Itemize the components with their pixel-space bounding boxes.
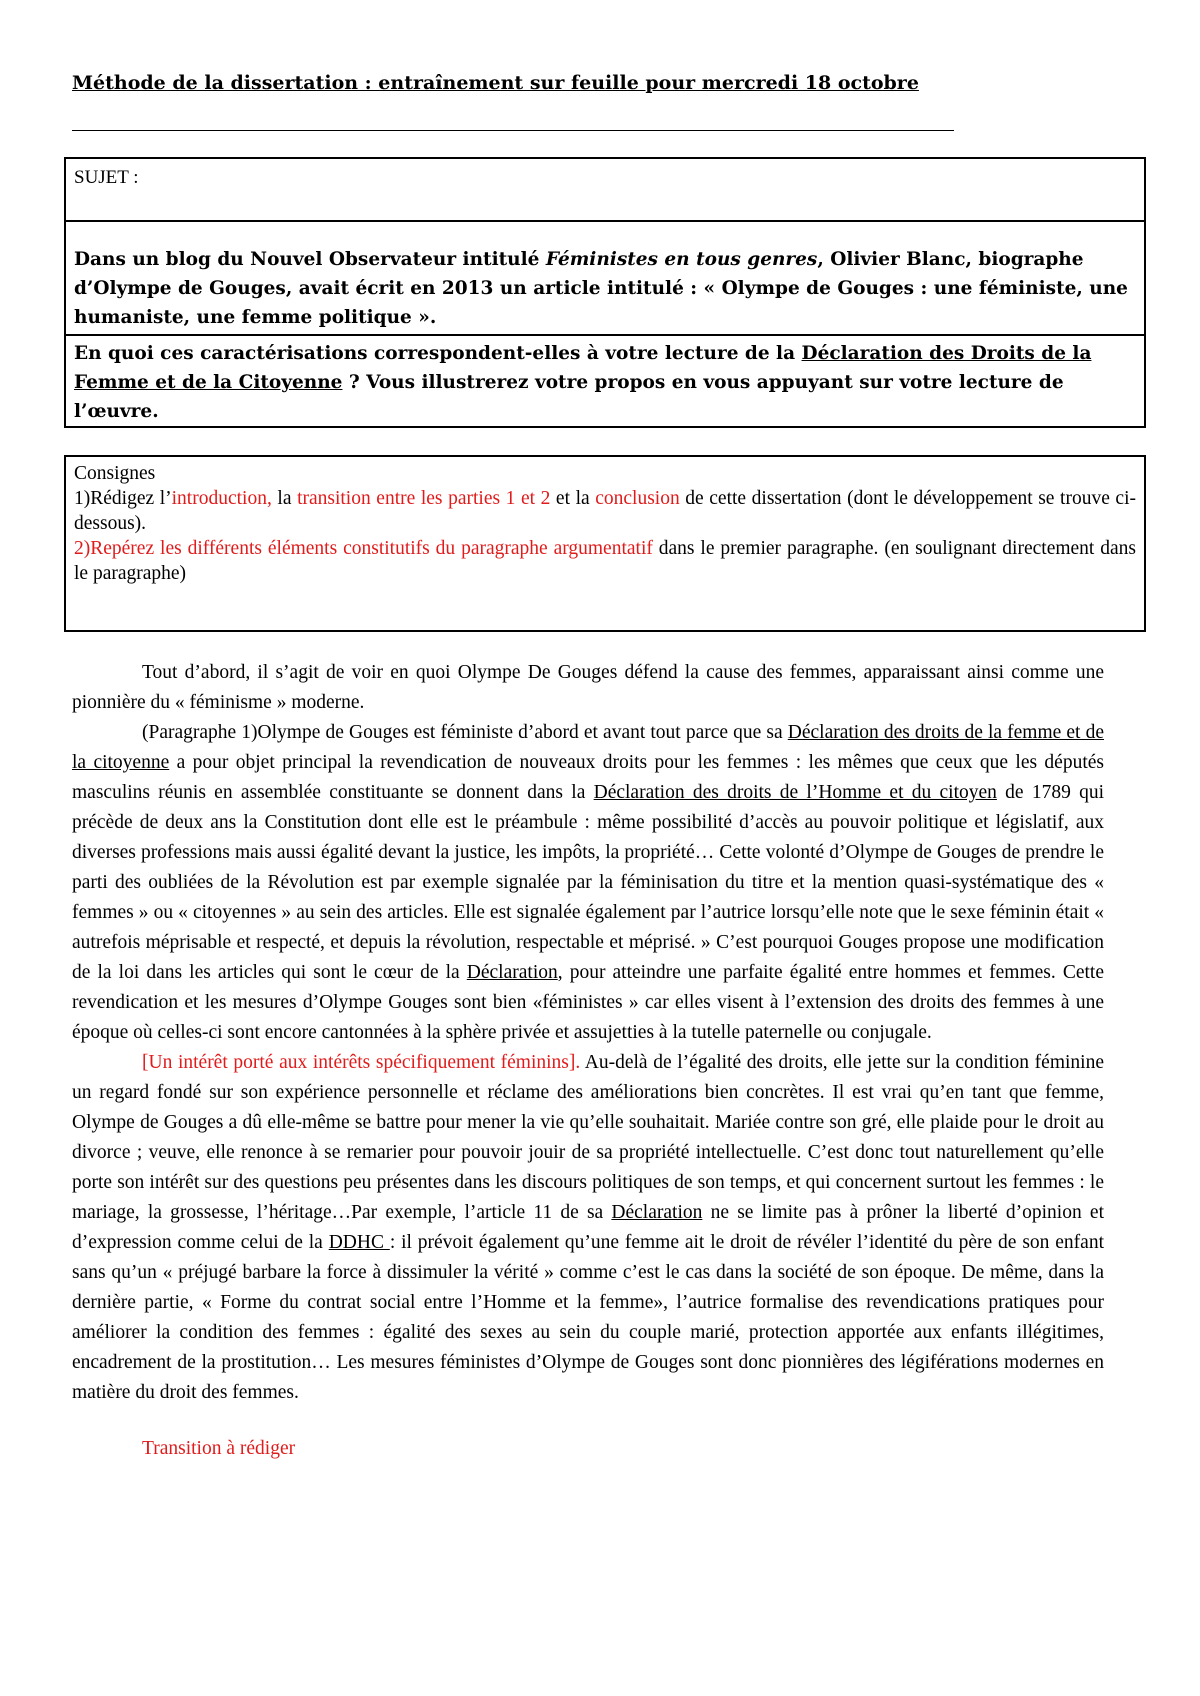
paragraph-1 [72,718,1104,1048]
underlined-title: Déclaration des droits de l’Homme et du citoyen [593,782,997,803]
subject-question-text: En quoi ces caractérisations correspondent-elles à votre lecture de la [74,343,802,364]
instruction-text: et la [550,488,596,509]
underlined-title: DDHC [328,1232,390,1253]
instruction-highlight: introduction, [171,488,272,509]
paragraph-2 [72,1048,1104,1408]
paragraph-text: , pour atteindre une parfaite égalité entre hommes et femmes. Cette revendication et les mesures d’Olympe Gouges sont bien «féministes » car elles visent à l’extension des droits des femmes à une époque où celles-ci sont encore cantonnées à la sphère privée et assujetties à la tutelle paternelle ou conjugale. [72,962,1104,1043]
subject-context [74,245,1136,332]
subject-context-cell [66,222,1144,336]
paragraph-text: a pour objet principal la revendication de nouveaux droits pour les femmes : les mêmes que ceux que les députés masculins réunis en assemblée constituante se donnent dans la [72,752,1105,803]
subject-context-text: Dans un blog du Nouvel Observateur intitulé [74,249,546,270]
instructions-title: Consignes [74,463,156,484]
blog-title: Féministes en tous genres [545,249,818,270]
subject-context-text: , Olivier Blanc, biographe d’Olympe de Gouges, avait écrit en 2013 un article intitulé : « Olympe de Gouges : une féministe, une humaniste, une femme politique ». [74,249,1128,328]
instructions-content [74,461,1136,586]
subject-label-cell [66,159,1144,222]
instruction-text: 1)Rédigez l’ [74,488,172,509]
page-heading: Méthode de la dissertation : entraînement sur feuille pour mercredi 18 octobre [72,72,919,94]
instruction-text: de cette dissertation (dont le développement se trouve ci-dessous). [74,488,1136,534]
paragraph-text: : il prévoit également qu’une femme ait le droit de révéler l’identité du père de son enfant sans qu’un « préjugé barbare la force à dissimuler la vérité » comme c’est le cas dans la société de son époque. De même, dans la dernière partie, « Forme du contrat social entre l’Homme et la femme», l’autrice formalise des revendications pratiques pour améliorer la condition des femmes : égalité des sexes au sein du couple marié, protection apportée aux enfants illégitimes, encadrement de la prostitution… Les mesures féministes d’Olympe de Gouges sont donc pionnières des légiférations modernes en matière du droit des femmes. [72,1232,1104,1403]
subject-label: SUJET : [74,167,139,188]
dissertation-body [72,658,1104,1464]
subject-question-text: ? Vous illustrerez votre propos en vous appuyant sur votre lecture de l’œuvre. [74,372,1064,422]
intro-paragraph: Tout d’abord, il s’agit de voir en quoi Olympe De Gouges défend la cause des femmes, apparaissant ainsi comme une pionnière du « féminisme » moderne. [72,662,1104,713]
paragraph-text: Au-delà de l’égalité des droits, elle jette sur la condition féminine un regard fondé sur son expérience personnelle et réclame des améliorations bien concrètes. Il est vrai qu’en tant que femme, Olympe de Gouges a dû elle-même se battre pour mener la vie qu’elle souhaitait. Mariée contre son gré, elle plaide pour le droit au divorce ; veuve, elle renonce à se remarier pour pouvoir jouir de sa propriété intellectuelle. C’est donc tout naturellement qu’elle porte son intérêt sur des questions peu présentes dans les discours politiques de son temps, et qui concernent surtout les femmes : le mariage, la grossesse, l’héritage…Par exemple, l’article 11 de sa [72,1052,1104,1223]
instruction-highlight: 2)Repérez les différents éléments constitutifs du paragraphe argumentatif [74,538,653,559]
subject-table [64,157,1146,428]
instruction-highlight: conclusion [595,488,680,509]
instruction-text: la [271,488,298,509]
instruction-highlight: transition entre les parties 1 et 2 [297,488,551,509]
paragraph-text: ne se limite pas à prôner la liberté d’opinion et d’expression comme celui de la [72,1202,1104,1253]
paragraph-text: de 1789 qui précède de deux ans la Constitution dont elle est le préambule : même possibilité d’accès au pouvoir politique et législatif, aux diverses professions mais aussi égalité devant la justice, les impôts, la propriété… Cette volonté d’Olympe de Gouges de prendre le parti des oubliées de la Révolution est par exemple signalée par la féminisation du titre et la mention quasi-systématique des « femmes » ou « citoyennes » au sein des articles. Elle est signalée également par l’autrice lorsqu’elle note que le sexe féminin était « autrefois méprisable et respecté, et depuis la révolution, respectable et méprisé. » C’est pourquoi Gouges propose une modification de la loi dans les articles qui sont le cœur de la [72,782,1105,983]
work-title: Déclaration des Droits de la Femme et de la Citoyenne [74,343,1092,393]
paragraph-2-heading: [Un intérêt porté aux intérêts spécifiquement féminins]. [142,1052,581,1073]
subject-question-cell [66,336,1144,426]
heading-divider [72,130,954,131]
instruction-1 [74,486,1136,536]
instructions-box [64,455,1146,632]
paragraph-text: (Paragraphe 1)Olympe de Gouges est féministe d’abord et avant tout parce que sa [142,722,788,743]
instruction-text: dans le premier paragraphe. (en soulignant directement dans le paragraphe) [74,538,1136,584]
transition-placeholder: Transition à rédiger [142,1438,296,1459]
underlined-title: Déclaration [611,1202,703,1223]
underlined-title: Déclaration des droits de la femme et de la citoyenne [72,722,1104,773]
underlined-title: Déclaration [466,962,558,983]
instruction-2 [74,536,1136,586]
subject-question [74,339,1136,426]
